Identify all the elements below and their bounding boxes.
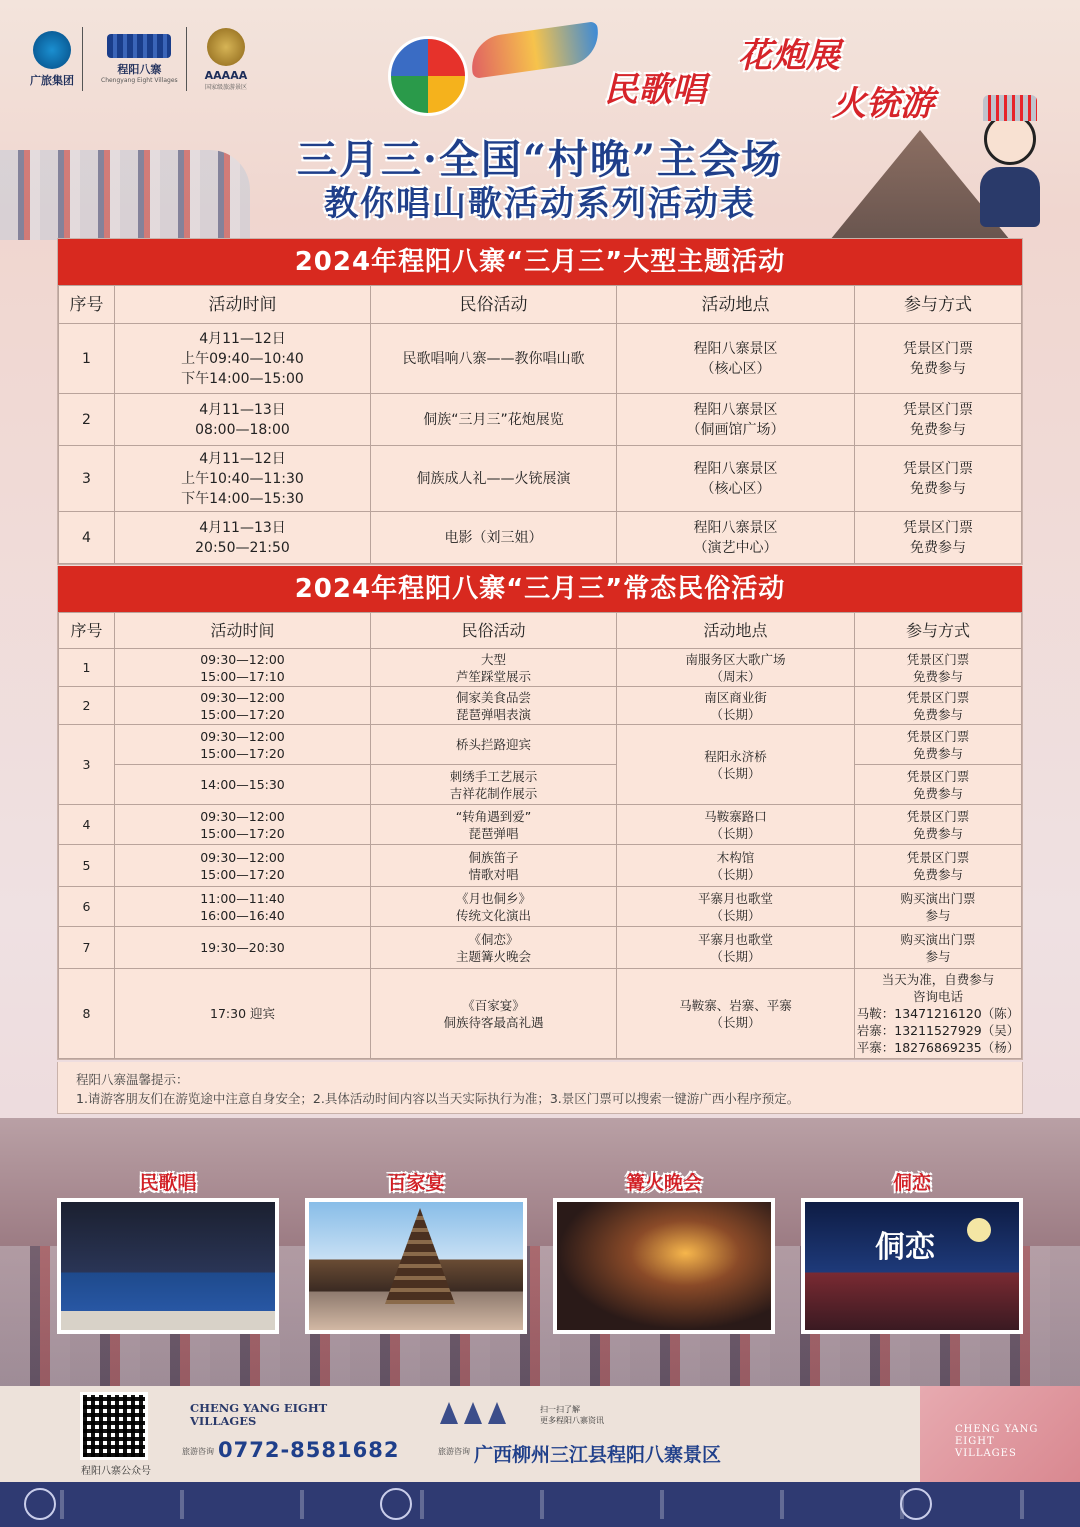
cell-place-line: 马鞍寨路口: [704, 808, 767, 824]
cell-time: [115, 446, 371, 512]
brand-right-line1: CHENG YANG: [955, 1424, 1039, 1435]
cell-join-line: 凭景区门票: [906, 768, 970, 784]
cell-activity: [371, 765, 617, 805]
cell-activity: [371, 446, 617, 512]
cell-place: [617, 927, 855, 969]
col-header-place: 活动地点: [617, 613, 855, 649]
cell-no: 8: [59, 969, 115, 1059]
cell-time-line: 下午14:00—15:00: [181, 370, 304, 387]
regular-activities-banner: 2024年程阳八寨“三月三”常态民俗活动: [58, 566, 1022, 612]
cell-activity-line: 大型: [480, 651, 506, 667]
cell-place-line: 程阳永济桥: [704, 748, 767, 764]
cell-place-line: （长期）: [710, 765, 761, 781]
cell-join-line: 凭景区门票: [906, 849, 970, 865]
cell-place-line: 平寨月也歌堂: [697, 890, 773, 906]
table-row: [59, 687, 1022, 725]
festival-emblem-icon: [388, 36, 468, 116]
brand-right: [955, 1424, 1038, 1460]
logo-5a: [197, 27, 256, 91]
cell-place-line: 程阳八寨景区: [693, 519, 778, 536]
cell-activity: [371, 512, 617, 564]
phone-label: 旅游咨询: [182, 1447, 214, 1456]
cell-activity-line: 传统文化演出: [455, 907, 531, 923]
moon-icon: [967, 1218, 991, 1242]
table-row: [59, 887, 1022, 927]
cell-join-line: 参与: [925, 948, 951, 964]
table-row: [59, 765, 1022, 805]
phone-number[interactable]: 0772-8581682: [218, 1438, 400, 1462]
cell-place-line: （核心区）: [700, 480, 771, 497]
cell-activity: [371, 394, 617, 446]
col-header-join: 参与方式: [855, 613, 1022, 649]
emblem-icon: [900, 1488, 932, 1520]
col-header-activity: 民俗活动: [371, 286, 617, 324]
table-row: [59, 394, 1022, 446]
logo-chengyang-sub: Chengyang Eight Villages: [101, 77, 178, 84]
cell-join: [855, 765, 1022, 805]
cell-place: [617, 512, 855, 564]
scan-text: [540, 1404, 604, 1426]
cell-place-line: 程阳八寨景区: [693, 401, 778, 418]
cell-place-line: （长期）: [710, 706, 761, 722]
cell-time: [115, 687, 371, 725]
bottom-pattern-strip: [0, 1482, 1080, 1527]
cell-no: 3: [59, 446, 115, 512]
cell-time-line: 15:00—17:20: [200, 706, 285, 722]
logo-guanglv: [22, 27, 83, 91]
cell-join-line: 凭景区门票: [903, 340, 973, 357]
cell-place-line: （长期）: [710, 825, 761, 841]
logo-chengyang: [93, 27, 187, 91]
cell-time: [115, 887, 371, 927]
notice-box: [57, 1062, 1023, 1114]
cell-time: [115, 765, 371, 805]
photo-bonfire: [553, 1198, 775, 1334]
cell-join: [855, 512, 1022, 564]
cell-time: [115, 512, 371, 564]
scan-text-line2: 更多程阳八寨资讯: [540, 1416, 604, 1425]
cell-time-line: 09:30—12:00: [200, 728, 285, 744]
cell-time-line: 4月11—12日: [199, 450, 286, 467]
logo-chengyang-text: 程阳八寨: [117, 63, 162, 76]
photo-label-bonfire: 篝火晚会: [625, 1172, 702, 1194]
cell-time-line: 15:00—17:10: [200, 668, 285, 684]
cell-time-line: 4月11—13日: [199, 519, 286, 536]
cell-time-line: 09:30—12:00: [200, 849, 285, 865]
cell-join-line: 免费参与: [910, 539, 966, 556]
cell-place-line: （侗画馆广场）: [686, 421, 785, 438]
col-header-join: 参与方式: [855, 286, 1022, 324]
cell-place: [617, 394, 855, 446]
cell-activity-line: 吉祥花制作展示: [449, 785, 538, 801]
cell-activity-line: 侗家美食品尝: [455, 689, 531, 705]
cell-time-line: 17:30 迎宾: [210, 1006, 275, 1021]
cell-join-line: 购买演出门票: [900, 931, 976, 947]
cell-join: [855, 725, 1022, 765]
cell-join-line: 马鞍：13471216120（陈）: [856, 1006, 1020, 1021]
qr-code-icon[interactable]: [80, 1392, 148, 1460]
cell-activity: [371, 324, 617, 394]
cell-join-line: 免费参与: [912, 866, 963, 882]
cell-time: [115, 324, 371, 394]
cell-join: [855, 887, 1022, 927]
table-row: [59, 927, 1022, 969]
cell-place: [617, 446, 855, 512]
sub-title: 教你唱山歌活动系列活动表: [324, 184, 756, 224]
cell-time: [115, 394, 371, 446]
table-row: [59, 649, 1022, 687]
cell-place-line: （长期）: [710, 948, 761, 964]
cell-time-line: 09:30—12:00: [200, 808, 285, 824]
pagoda-icon: [488, 1402, 506, 1424]
logo-5a-text: AAAAA: [204, 68, 248, 82]
cell-join: [855, 687, 1022, 725]
cell-place-line: （长期）: [710, 907, 761, 923]
emblem-icon: [380, 1488, 412, 1520]
pagoda-icon: [440, 1402, 458, 1424]
cell-place-line: 程阳八寨景区: [693, 340, 778, 357]
cell-join: [855, 805, 1022, 845]
cell-place-line: （周末）: [710, 668, 761, 684]
photo-label-songs: 民歌唱: [139, 1172, 197, 1194]
table-row: [59, 446, 1022, 512]
cell-activity: [371, 927, 617, 969]
cell-place-line: 南服务区大歌广场: [685, 651, 786, 667]
cell-join-line: 凭景区门票: [906, 728, 970, 744]
notice-text: 1.请游客朋友们在游览途中注意自身安全；2.具体活动时间内容以当天实际执行为准；3.景区门票可以搜索一键游广西小程序预定。: [76, 1091, 800, 1106]
cell-time-line: 上午09:40—10:40: [181, 350, 304, 367]
cell-activity: [371, 649, 617, 687]
cell-join-line: 凭景区门票: [903, 460, 973, 477]
photo-label-banquet: 百家宴: [387, 1172, 445, 1194]
photo-label-dong-love: 侗恋: [892, 1172, 931, 1194]
logo-5a-sub: 国家级旅游景区: [204, 83, 247, 91]
cell-join: [855, 394, 1022, 446]
cell-activity-line: 民歌唱响八寨——教你唱山歌: [402, 350, 585, 367]
cell-join: [855, 649, 1022, 687]
table-row: [59, 969, 1022, 1059]
logo-row: [22, 24, 255, 94]
cell-activity-line: 芦笙踩堂展示: [455, 668, 531, 684]
cell-activity: [371, 845, 617, 887]
cell-place-line: （核心区）: [700, 360, 771, 377]
guanglv-logo-icon: [33, 31, 71, 69]
cell-join-line: 免费参与: [910, 421, 966, 438]
cell-time-line: 14:00—15:30: [200, 777, 285, 792]
cell-join-line: 免费参与: [912, 745, 963, 761]
cell-join-line: 免费参与: [912, 668, 963, 684]
cell-activity-line: 琵琶弹唱表演: [455, 706, 531, 722]
footer: [0, 1386, 1080, 1482]
cell-place: [617, 649, 855, 687]
deco-word-songs: 民歌唱: [604, 70, 706, 110]
cell-activity-line: 情歌对唱: [468, 866, 519, 882]
photo-banquet: [305, 1198, 527, 1334]
scan-text-line1: 扫一扫了解: [540, 1405, 580, 1414]
cell-time-line: 15:00—17:20: [200, 745, 285, 761]
cell-place-line: 平寨月也歌堂: [697, 931, 773, 947]
table-row: [59, 324, 1022, 394]
cell-activity-line: 《百家宴》: [462, 997, 525, 1013]
cell-join: [855, 324, 1022, 394]
cell-join-line: 当天为准，自费参与: [881, 972, 995, 987]
cell-no: 1: [59, 649, 115, 687]
cell-place-line: 马鞍寨、岩寨、平寨: [679, 997, 792, 1013]
qr-caption: 程阳八寨公众号: [81, 1466, 151, 1477]
cell-join-line: 凭景区门票: [906, 689, 970, 705]
cell-activity: [371, 969, 617, 1059]
cell-no: 2: [59, 687, 115, 725]
mini-logo-icons: [440, 1402, 506, 1424]
cell-activity-line: 《月也侗乡》: [455, 890, 531, 906]
col-header-place: 活动地点: [617, 286, 855, 324]
cell-place-line: （长期）: [710, 1014, 761, 1030]
cell-time-line: 08:00—18:00: [195, 421, 290, 438]
cell-no: 4: [59, 805, 115, 845]
brand-right-line2: EIGHT: [955, 1436, 995, 1447]
cell-time-line: 16:00—16:40: [200, 907, 285, 923]
cell-place-line: 南区商业街: [704, 689, 767, 705]
major-activities-table: [58, 285, 1022, 564]
chengyang-logo-icon: [107, 34, 171, 58]
notice-title: 程阳八寨温馨提示：: [76, 1072, 189, 1087]
cell-activity-line: 侗族成人礼——火铳展演: [416, 470, 571, 487]
cell-activity: [371, 887, 617, 927]
cell-time-line: 4月11—12日: [199, 330, 286, 347]
cell-join-line: 凭景区门票: [903, 519, 973, 536]
table-row: [59, 845, 1022, 887]
cell-time-line: 11:00—11:40: [200, 890, 285, 906]
ribbon-decoration: [468, 21, 602, 79]
major-activities-banner: 2024年程阳八寨“三月三”大型主题活动: [58, 239, 1022, 285]
cell-no: 1: [59, 324, 115, 394]
deco-word-gun: 火铳游: [832, 84, 934, 124]
cell-join-line: 参与: [925, 907, 951, 923]
cell-time-line: 15:00—17:20: [200, 866, 285, 882]
address: 广西柳州三江县程阳八寨景区: [474, 1444, 722, 1466]
cell-join-line: 平寨：18276869235（杨）: [856, 1040, 1020, 1055]
col-header-no: 序号: [59, 286, 115, 324]
cell-join-line: 咨询电话: [912, 989, 963, 1004]
cell-activity-line: 侗族笛子: [468, 849, 519, 865]
cell-place: [617, 805, 855, 845]
cell-join-line: 凭景区门票: [906, 651, 970, 667]
cell-activity-line: 电影（刘三姐）: [444, 529, 543, 546]
cell-join-line: 凭景区门票: [903, 401, 973, 418]
cell-place: [617, 725, 855, 805]
regular-activities-table: [58, 612, 1022, 1059]
cell-place: [617, 324, 855, 394]
cell-place: [617, 687, 855, 725]
major-activities-panel: [57, 238, 1023, 565]
cell-activity-line: 侗族待客最高礼遇: [443, 1014, 544, 1030]
drum-tower-icon: [385, 1208, 455, 1304]
table-row: [59, 512, 1022, 564]
cell-join-line: 免费参与: [910, 360, 966, 377]
table-header-row: [59, 286, 1022, 324]
cell-place: [617, 845, 855, 887]
cell-activity-line: 主题篝火晚会: [455, 948, 531, 964]
cell-no: 6: [59, 887, 115, 927]
cell-time: [115, 927, 371, 969]
cell-place-line: （长期）: [710, 866, 761, 882]
cell-no: 4: [59, 512, 115, 564]
cell-place-line: 木构馆: [716, 849, 755, 865]
pagoda-icon: [464, 1402, 482, 1424]
emblem-icon: [24, 1488, 56, 1520]
cell-join: [855, 446, 1022, 512]
col-header-activity: 民俗活动: [371, 613, 617, 649]
cell-join-line: 免费参与: [912, 706, 963, 722]
cell-activity: [371, 805, 617, 845]
cell-place-line: （演艺中心）: [693, 539, 778, 556]
col-header-time: 活动时间: [115, 286, 371, 324]
cell-activity-line: 《侗恋》: [468, 931, 519, 947]
address-label: 旅游咨询: [438, 1447, 470, 1456]
cell-time-line: 09:30—12:00: [200, 651, 285, 667]
cell-activity-line: 桥头拦路迎宾: [455, 737, 531, 752]
table-header-row: [59, 613, 1022, 649]
col-header-time: 活动时间: [115, 613, 371, 649]
cell-join: [855, 927, 1022, 969]
cell-join-line: 免费参与: [912, 825, 963, 841]
cell-join-line: 凭景区门票: [906, 808, 970, 824]
table-row: [59, 725, 1022, 765]
photo-dong-love-title: 侗恋: [875, 1230, 935, 1265]
photo-choir: [57, 1198, 279, 1334]
cell-activity: [371, 687, 617, 725]
cell-activity-line: “转角遇到爱”: [455, 808, 532, 824]
cell-join: [855, 845, 1022, 887]
cell-time-line: 4月11—13日: [199, 401, 286, 418]
main-title: 三月三·全国“村晚”主会场: [297, 136, 783, 183]
cell-join-line: 免费参与: [910, 480, 966, 497]
cell-time: [115, 725, 371, 765]
cell-join: [855, 969, 1022, 1059]
regular-activities-panel: [57, 566, 1023, 1060]
logo-guanglv-text: 广旅集团: [30, 73, 74, 87]
cell-no: 5: [59, 845, 115, 887]
cell-place-line: 程阳八寨景区: [693, 460, 778, 477]
cell-no: 7: [59, 927, 115, 969]
cell-no: 2: [59, 394, 115, 446]
cell-time: [115, 969, 371, 1059]
cell-time: [115, 649, 371, 687]
5a-seal-icon: [207, 28, 245, 66]
cell-time-line: 19:30—20:30: [200, 940, 285, 955]
cell-activity-line: 琵琶弹唱: [468, 825, 519, 841]
deco-word-fireworks: 花炮展: [738, 36, 840, 76]
cell-join-line: 免费参与: [912, 785, 963, 801]
cell-time-line: 下午14:00—15:30: [181, 490, 304, 507]
brand-english: CHENG YANG EIGHT VILLAGES: [190, 1401, 328, 1428]
cell-activity-line: 侗族“三月三”花炮展览: [423, 411, 564, 428]
cell-time-line: 15:00—17:20: [200, 825, 285, 841]
photo-dong-love: [801, 1198, 1023, 1334]
col-header-no: 序号: [59, 613, 115, 649]
cell-time: [115, 845, 371, 887]
cell-join-line: 购买演出门票: [900, 890, 976, 906]
cell-no: 3: [59, 725, 115, 805]
table-row: [59, 805, 1022, 845]
cell-place: [617, 969, 855, 1059]
cell-activity: [371, 725, 617, 765]
cell-time-line: 20:50—21:50: [195, 539, 290, 556]
brand-right-line3: VILLAGES: [955, 1448, 1017, 1459]
cell-join-line: 岩寨：13211527929（吴）: [856, 1023, 1020, 1038]
cell-time: [115, 805, 371, 845]
cell-activity-line: 刺绣手工艺展示: [449, 768, 538, 784]
cell-time-line: 09:30—12:00: [200, 689, 285, 705]
cell-place: [617, 887, 855, 927]
cell-time-line: 上午10:40—11:30: [181, 470, 304, 487]
